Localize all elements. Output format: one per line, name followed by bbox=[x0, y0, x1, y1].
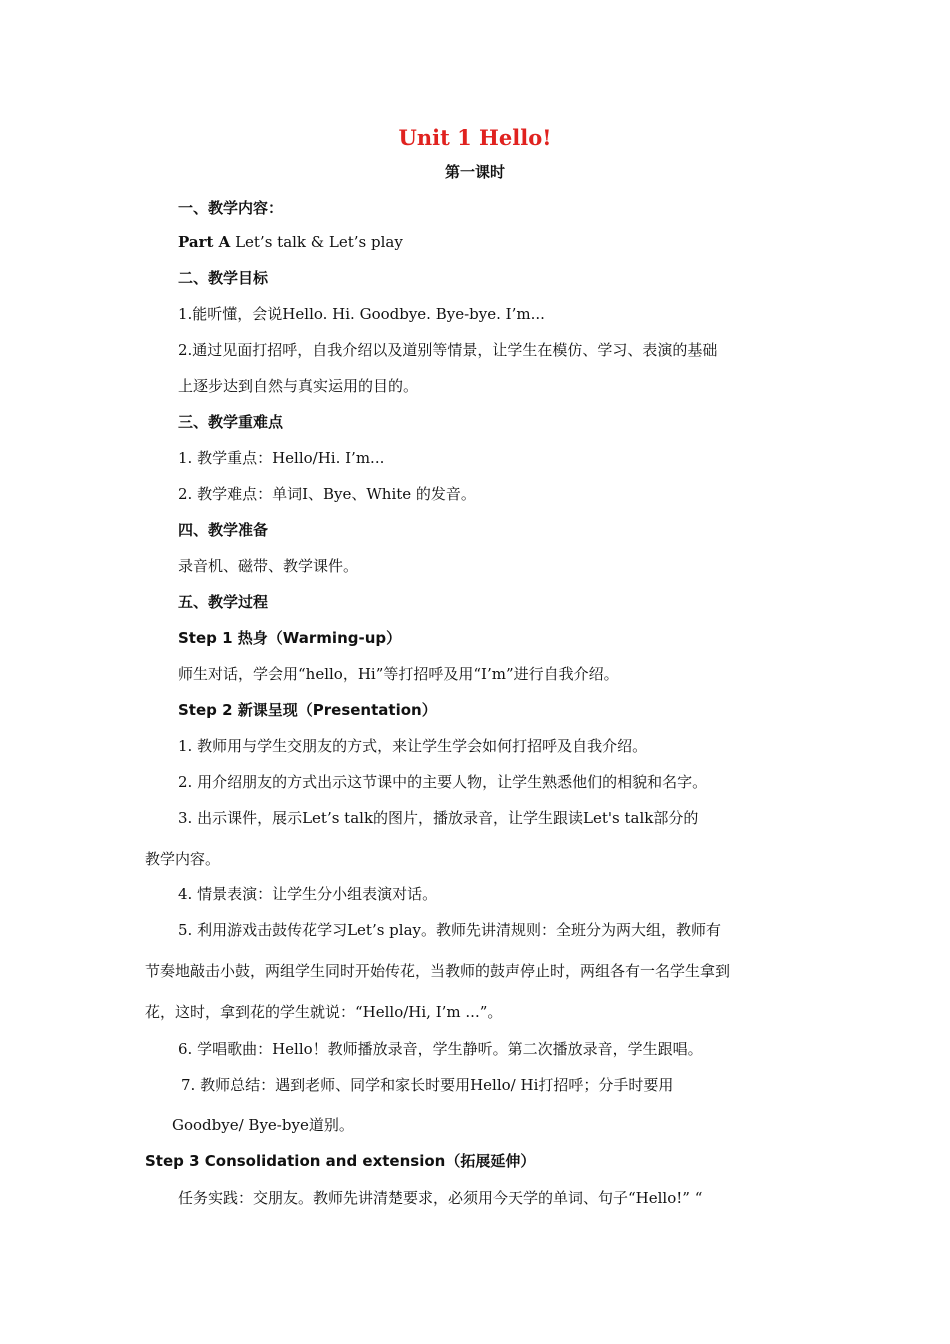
step-2-item-2: 2. 用介绍朋友的方式出示这节课中的主要人物，让学生熟悉他们的相貌和名字。 bbox=[178, 773, 708, 791]
key-point-item-2: 2. 教学难点：单词I、Bye、White 的发音。 bbox=[178, 485, 476, 503]
step-2-item-3-line-2: 教学内容。 bbox=[145, 850, 221, 868]
part-text: Let’s talk & Let’s play bbox=[230, 233, 403, 251]
objective-item-2-line-2: 上逐步达到自然与真实运用的目的。 bbox=[178, 377, 419, 395]
preparation-text: 录音机、磁带、教学课件。 bbox=[178, 557, 359, 575]
section-heading-key-points: 三、教学重难点 bbox=[178, 413, 284, 431]
step-3-text: 任务实践：交朋友。教师先讲清楚要求，必须用今天学的单词、句子“Hello!” “ bbox=[178, 1189, 703, 1207]
section-heading-objectives: 二、教学目标 bbox=[178, 269, 269, 287]
step-2-item-5-line-3: 花，这时，拿到花的学生就说：“Hello/Hi, I’m ...”。 bbox=[145, 1003, 503, 1021]
step-1-heading: Step 1 热身（Warming-up） bbox=[178, 629, 402, 647]
document-title: Unit 1 Hello! bbox=[398, 125, 552, 150]
key-point-item-1: 1. 教学重点：Hello/Hi. I’m... bbox=[178, 449, 385, 467]
step-2-item-6: 6. 学唱歌曲：Hello！教师播放录音，学生静听。第二次播放录音，学生跟唱。 bbox=[178, 1040, 703, 1058]
lesson-subtitle: 第一课时 bbox=[444, 163, 505, 181]
step-2-item-3-line-1: 3. 出示课件，展示Let’s talk的图片，播放录音，让学生跟读Let's talk部分的 bbox=[178, 809, 699, 827]
section-heading-preparation: 四、教学准备 bbox=[178, 521, 269, 539]
step-2-item-7-line-2: Goodbye/ Bye-bye道别。 bbox=[172, 1116, 354, 1134]
step-2-item-5-line-2: 节奏地敲击小鼓，两组学生同时开始传花，当教师的鼓声停止时，两组各有一名学生拿到 bbox=[145, 962, 731, 980]
step-3-heading: Step 3 Consolidation and extension（拓展延伸） bbox=[145, 1152, 536, 1170]
step-2-item-5-line-1: 5. 利用游戏击鼓传花学习Let’s play。教师先讲清规则：全班分为两大组，教师有 bbox=[178, 921, 721, 939]
step-2-item-4: 4. 情景表演：让学生分小组表演对话。 bbox=[178, 885, 438, 903]
step-1-text: 师生对话，学会用“hello，Hi”等打招呼及用“I’m”进行自我介绍。 bbox=[178, 665, 619, 683]
section-heading-procedure: 五、教学过程 bbox=[178, 593, 269, 611]
objective-item-2-line-1: 2.通过见面打招呼，自我介绍以及道别等情景，让学生在模仿、学习、表演的基础 bbox=[178, 341, 718, 359]
step-2-item-7-line-1: 7. 教师总结：遇到老师、同学和家长时要用Hello/ Hi打招呼；分手时要用 bbox=[181, 1076, 674, 1094]
step-2-heading: Step 2 新课呈现（Presentation） bbox=[178, 701, 437, 719]
step-2-item-1: 1. 教师用与学生交朋友的方式，来让学生学会如何打招呼及自我介绍。 bbox=[178, 737, 648, 755]
objective-item-1: 1.能听懂，会说Hello. Hi. Goodbye. Bye-bye. I’m... bbox=[178, 305, 545, 323]
part-label: Part A bbox=[178, 233, 231, 251]
part-line bbox=[178, 231, 403, 253]
section-heading-content: 一、教学内容： bbox=[178, 199, 284, 217]
